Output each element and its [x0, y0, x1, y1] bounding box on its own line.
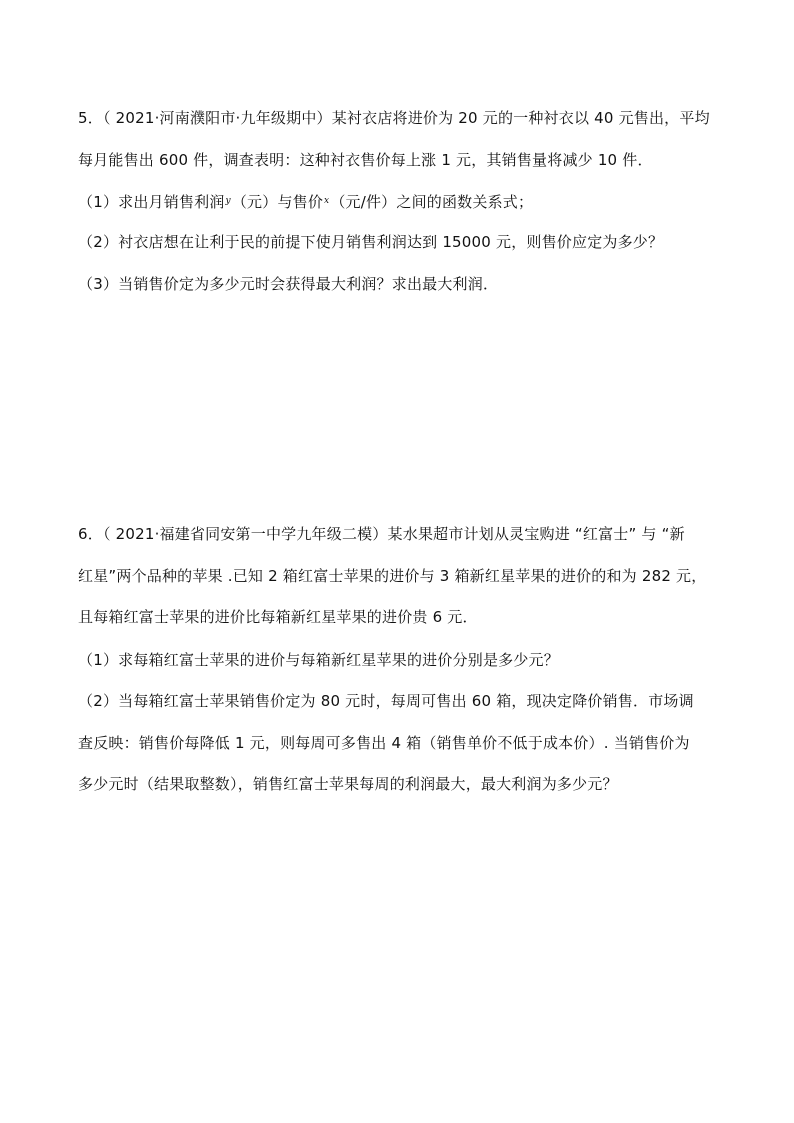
problem-5-part-1-text-b: （元）与售价 — [231, 193, 324, 211]
problem-5-part-3: （3）当销售价定为多少元时会获得最大利润？求出最大利润． — [78, 275, 499, 293]
problem-6-part-2-line-2: 查反映：销售价每降低 1 元，则每周可多售出 4 箱（销售单价不低于成本价）. 当销售价为 — [78, 734, 690, 752]
problem-6-part-1: （1）求每箱红富士苹果的进价与每箱新红星苹果的进价分别是多少元？ — [78, 651, 559, 669]
variable-y: y — [225, 196, 231, 206]
problem-6-part-2-line-1: （2）当每箱红富士苹果销售价定为 80 元时，每周可售出 60 箱，现决定降价销售．市场调 — [78, 692, 694, 710]
problem-6-part-2-line-3: 多少元时（结果取整数），销售红富士苹果每周的利润最大，最大利润为多少元？ — [78, 775, 618, 793]
problem-5-part-1-text-a: （1）求出月销售利润 — [78, 193, 225, 211]
problem-6-stem-line-1: 6．（ 2021·福建省同安第一中学九年级二模）某水果超市计划从灵宝购进 “红富士” 与 “新 — [78, 525, 685, 543]
problem-5-part-1-text-c: （元/件）之间的函数关系式； — [330, 193, 534, 211]
problem-6-stem-line-3: 且每箱红富士苹果的进价比每箱新红星苹果的进价贵 6 元． — [78, 608, 478, 626]
problem-6-stem-line-2: 红星”两个品种的苹果 .已知 2 箱红富士苹果的进价与 3 箱新红星苹果的进价的和为 282 元， — [78, 567, 707, 585]
problem-5-stem-line-2: 每月能售出 600 件，调查表明：这种衬衣售价每上涨 1 元，其销售量将减少 10 件． — [78, 151, 653, 169]
variable-x: x — [324, 196, 330, 206]
problem-5-part-2: （2）衬衣店想在让利于民的前提下使月销售利润达到 15000 元，则售价应定为多少？ — [78, 233, 664, 251]
problem-5-stem-line-1: 5．（ 2021·河南濮阳市·九年级期中）某衬衣店将进价为 20 元的一种衬衣以 40 元售出，平均 — [78, 109, 710, 127]
problem-5-part-1 — [78, 191, 533, 212]
